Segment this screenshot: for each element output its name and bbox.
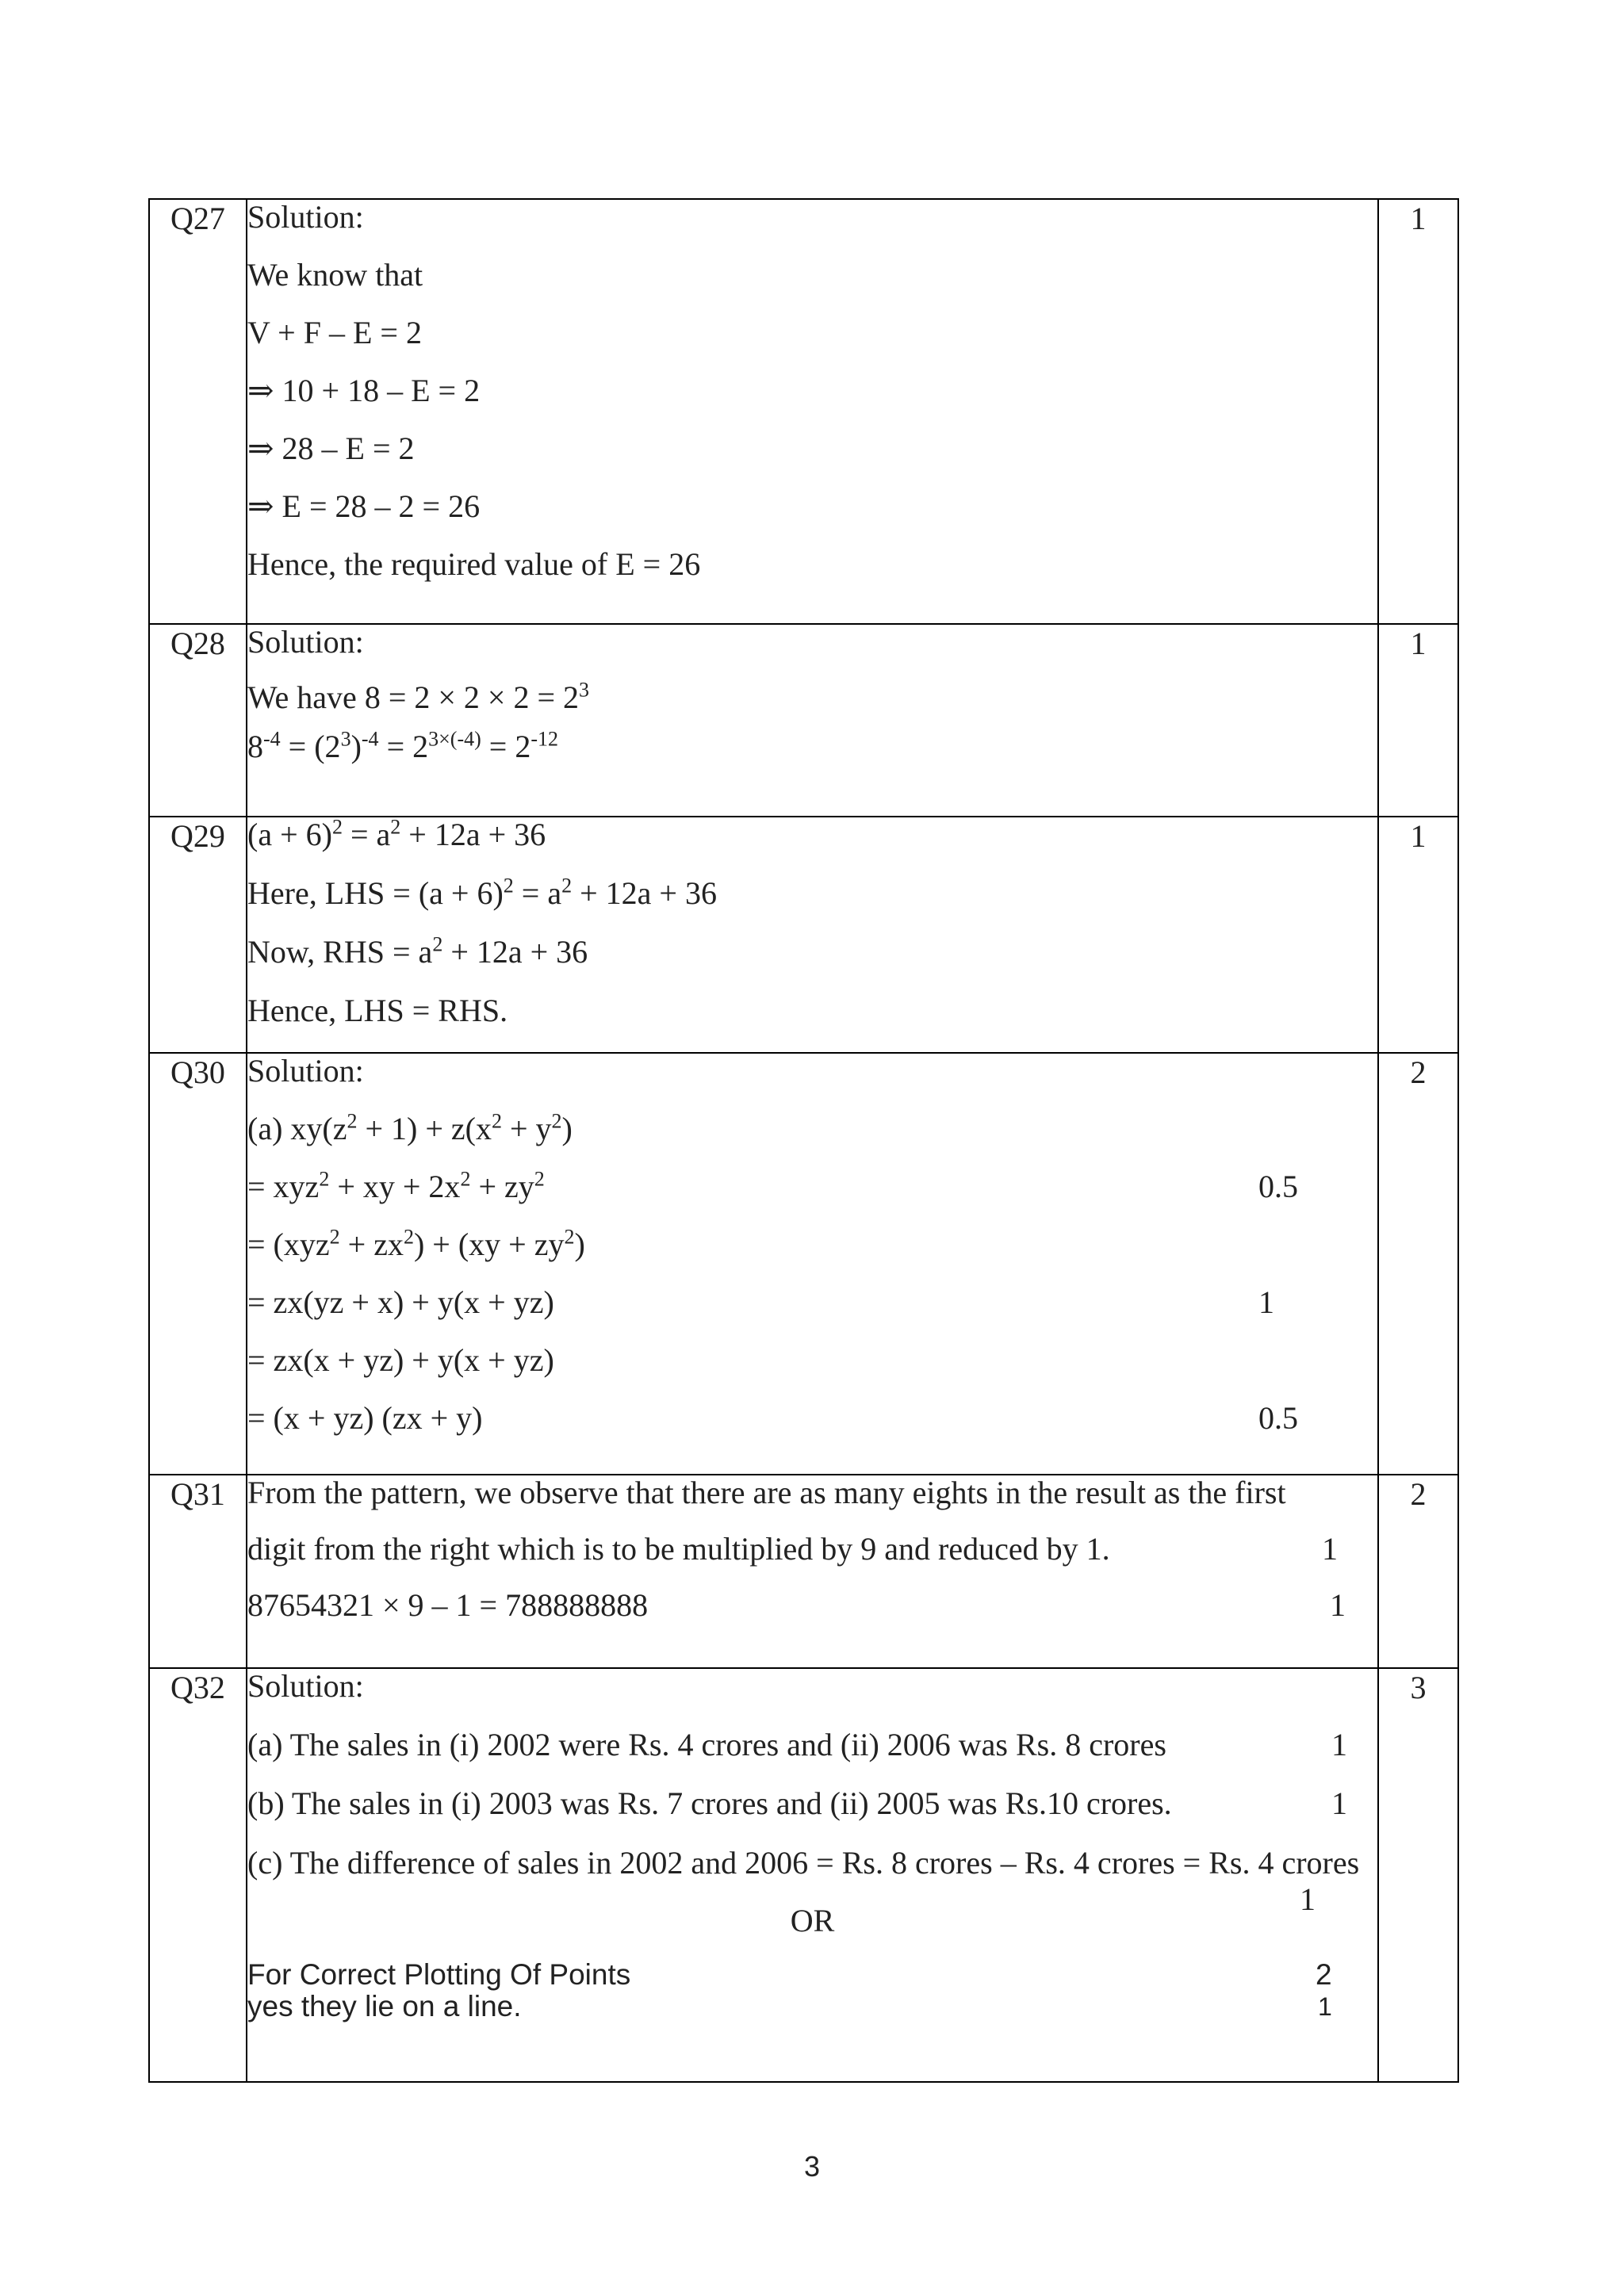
marks-cell: 1 (1378, 624, 1458, 817)
question-row-q30 (149, 1053, 1458, 1475)
answer-content (247, 817, 1378, 1053)
answer-line: From the pattern, we observe that there are as many eights in the result as the first (247, 1475, 1286, 1510)
answer-line: (c) The difference of sales in 2002 and 2006 = Rs. 8 crores – Rs. 4 crores = Rs. 4 crores 1 (247, 1845, 1360, 1917)
answer-line: = zx(x + yz) + y(x + yz) (247, 1342, 554, 1378)
answer-content (247, 1668, 1378, 2082)
answer-line: $8^{-4} = (2^3)^{-4} = 2^{3\times(-4)} = 2^{-12}$ (247, 727, 558, 764)
question-row-q31 (149, 1475, 1458, 1668)
question-number: Q28 (149, 624, 247, 817)
step-mark: 1 (1330, 1587, 1346, 1623)
answer-line: We have $8 = 2 \times 2 \times 2 = 2^3$ (247, 678, 590, 715)
answer-content (247, 1053, 1378, 1475)
question-row-q28 (149, 624, 1458, 817)
answer-line: Hence, LHS = RHS. (247, 993, 508, 1028)
answer-line: Solution: (247, 1053, 364, 1089)
answer-line: ⇒ 10 + 18 – E = 2 (247, 373, 481, 408)
answer-line: Here, LHS = $(a + 6)^2 = a^2 + 12a + 36$ (247, 874, 717, 911)
answer-content (247, 199, 1378, 624)
question-row-q32 (149, 1668, 1458, 2082)
answer-line: V + F – E = 2 (247, 315, 422, 350)
answer-line: Solution: (247, 199, 364, 235)
answer-line: = (x + yz) (zx + y) 0.5 (247, 1400, 1298, 1436)
marks-cell: 1 (1378, 817, 1458, 1053)
answer-line: = zx(yz + x) + y(x + yz) 1 (247, 1284, 1274, 1320)
step-mark: 1 (1331, 1785, 1347, 1821)
question-number: Q29 (149, 817, 247, 1053)
step-mark: 1 (1318, 1992, 1332, 2021)
answer-line: = $(xyz^2 + zx^2) + (xy + zy^2)$ (247, 1225, 585, 1262)
marks-cell: 3 (1378, 1668, 1458, 2082)
question-number: Q30 (149, 1053, 247, 1475)
answer-line: ⇒ 28 – E = 2 (247, 430, 415, 466)
question-row-q27 (149, 199, 1458, 624)
page-number: 3 (803, 2150, 821, 2183)
answer-line: digit from the right which is to be multiplied by 9 and reduced by 1. 1 (247, 1531, 1338, 1567)
answer-line: Solution: (247, 1668, 364, 1704)
step-mark: 1 (1322, 1531, 1338, 1567)
answer-table (148, 198, 1459, 2083)
answer-content (247, 624, 1378, 817)
step-mark: 1 (1258, 1284, 1274, 1320)
question-number: Q32 (149, 1668, 247, 2082)
answer-line: Now, RHS = $a^2 + 12a + 36$ (247, 932, 588, 970)
step-mark: 1 (1300, 1881, 1316, 1917)
marks-cell: 2 (1378, 1053, 1458, 1475)
question-row-q29 (149, 817, 1458, 1053)
question-number: Q31 (149, 1475, 247, 1668)
marks-cell: 2 (1378, 1475, 1458, 1668)
step-mark: 2 (1316, 1958, 1332, 1991)
step-mark: 0.5 (1258, 1400, 1298, 1436)
answer-line: = xyz$^2$ + xy + $2x^2 + zy^2$ 0.5 (247, 1167, 1298, 1204)
answer-line: Solution: (247, 624, 364, 660)
answer-line: (a) The sales in (i) 2002 were Rs. 4 crores and (ii) 2006 was Rs. 8 crores 1 (247, 1727, 1347, 1762)
answer-line: ⇒ E = 28 – 2 = 26 (247, 488, 481, 524)
marks-cell: 1 (1378, 199, 1458, 624)
answer-line: 87654321 × 9 – 1 = 788888888 1 (247, 1587, 1346, 1623)
or-separator: OR (790, 1903, 835, 1938)
step-mark: 1 (1331, 1727, 1347, 1762)
step-mark: 0.5 (1258, 1169, 1298, 1204)
answer-line: $(a + 6)^2 = a^2 + 12a + 36$ (247, 815, 546, 852)
answer-line: We know that (247, 257, 423, 293)
question-number: Q27 (149, 199, 247, 624)
answer-line: For Correct Plotting Of Points 2 (247, 1958, 1332, 1991)
answer-content (247, 1475, 1378, 1668)
answer-line: (b) The sales in (i) 2003 was Rs. 7 crores and (ii) 2005 was Rs.10 crores. 1 (247, 1785, 1347, 1821)
answer-line: Hence, the required value of E = 26 (247, 546, 701, 582)
answer-line: yes they lie on a line. 1 (247, 1990, 1332, 2022)
answer-line: (a) $xy(z^2 + 1) + z(x^2 + y^2)$ (247, 1109, 573, 1146)
